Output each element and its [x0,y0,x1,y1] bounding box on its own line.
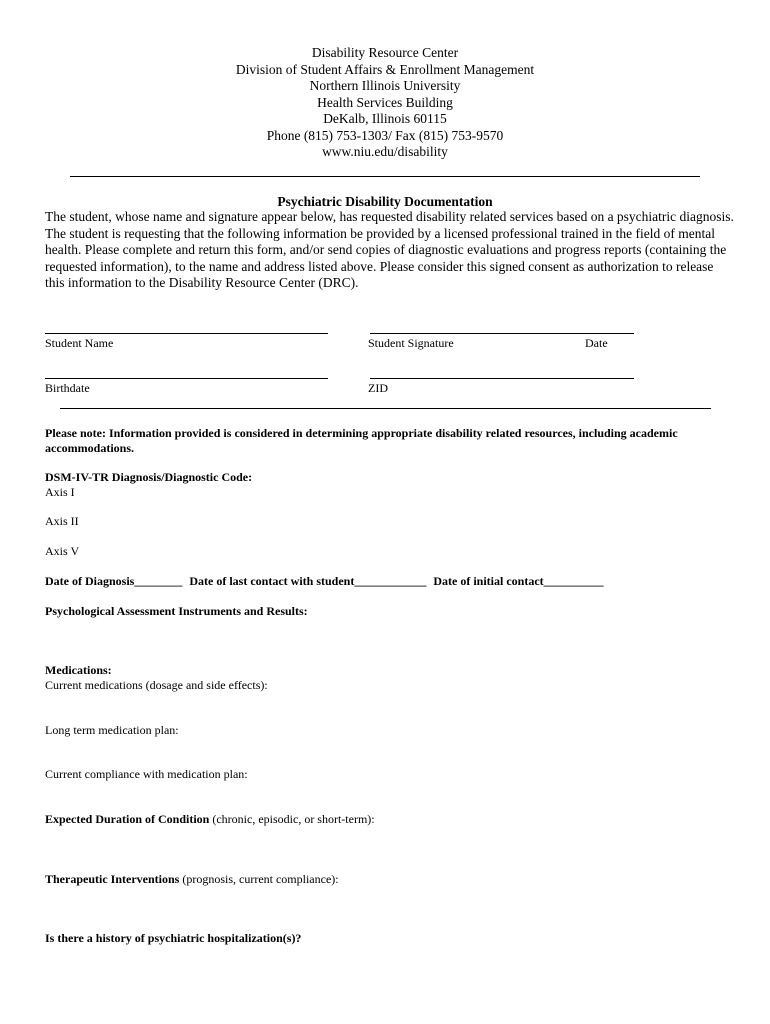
therapeutic-hint: (prognosis, current compliance): [179,872,339,886]
initial-contact-field[interactable]: Date of initial contact__________ [433,574,604,588]
city-state-zip: DeKalb, Illinois 60115 [323,111,447,126]
form-title: Psychiatric Disability Documentation [277,194,493,209]
university-name: Northern Illinois University [309,78,461,93]
date-of-diagnosis-field[interactable]: Date of Diagnosis________ [45,574,183,588]
please-note: Please note: Information provided is considered in determining appropriate disability related resources, including academic accommodations. [45,426,678,455]
compliance-label: Current compliance with medication plan: [45,767,248,781]
birthdate-line[interactable] [45,378,328,379]
axis-2-label: Axis II [45,514,79,528]
intro-paragraph: The student, whose name and signature appear below, has requested disability related services based on a psychiatric diagnosis. The student is requesting that the following information be provided by a licensed professional trained in the field of mental health. Please complete and return this form, and/or send copies of diagnostic evaluations and progress reports (containing the requested information), to the name and address listed above. Please consider this signed consent as authorization to release this information to the Disability Resource Center (DRC). [45,209,734,290]
header-divider [70,176,700,177]
therapeutic-row [45,872,339,887]
org-name: Disability Resource Center [311,45,459,60]
current-medications-label: Current medications (dosage and side effects): [45,678,268,692]
dsm-heading: DSM-IV-TR Diagnosis/Diagnostic Code: [45,470,253,484]
long-term-plan-label: Long term medication plan: [45,723,179,737]
building-name: Health Services Building [317,94,453,110]
axis-5-label: Axis V [45,544,80,558]
duration-row [45,812,375,827]
letterhead [0,45,770,161]
last-contact-field[interactable]: Date of last contact with student____________ [189,574,427,588]
date-label: Date [585,336,608,350]
website: www.niu.edu/disability [322,144,448,159]
student-signature-line[interactable] [370,333,634,334]
section-divider [60,408,711,409]
student-signature-label: Student Signature [368,336,454,350]
axis-1-label: Axis I [45,485,75,499]
zid-line[interactable] [370,378,634,379]
assessment-heading: Psychological Assessment Instruments and Results: [45,604,308,618]
zid-label: ZID [368,381,388,395]
duration-label: Expected Duration of Condition [45,812,210,826]
dates-row [45,574,604,589]
medications-heading: Medications: [45,663,112,677]
division-name: Division of Student Affairs & Enrollment Management [235,61,535,77]
hospitalization-question: Is there a history of psychiatric hospitalization(s)? [45,931,302,945]
phone-fax: Phone (815) 753-1303/ Fax (815) 753-9570 [266,127,504,143]
birthdate-label: Birthdate [45,381,90,395]
student-name-line[interactable] [45,333,328,334]
duration-hint: (chronic, episodic, or short-term): [209,812,375,826]
student-name-label: Student Name [45,336,114,350]
therapeutic-label: Therapeutic Interventions [45,872,180,886]
